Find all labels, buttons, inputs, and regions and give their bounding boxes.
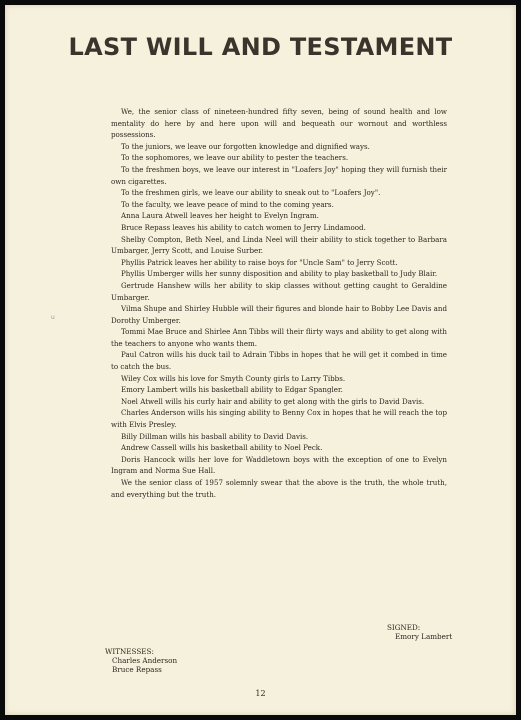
paragraph: Phyllis Umberger wills her sunny disposition and ability to play basketball to Judy Blair. bbox=[121, 269, 438, 279]
paragraph: Doris Hancock wills her love for Waddletown boys with the exception of one to Evelyn Ingram and Norma Sue Hall. bbox=[111, 454, 447, 476]
signature-block bbox=[387, 623, 452, 641]
witness-name: Charles Anderson bbox=[112, 656, 178, 665]
paragraph: We the senior class of 1957 solemnly swear that the above is the truth, the whole truth, and everything but the truth. bbox=[111, 478, 447, 499]
paragraph: To the sophomores, we leave our ability to pester the teachers. bbox=[121, 153, 349, 163]
paragraph: To the juniors, we leave our forgotten knowledge and dignified ways. bbox=[121, 141, 370, 151]
paragraph: We, the senior class of nineteen-hundred fifty seven, being of sound health and low mentality do here by and here upon will and bequeath our wornout and worthless possessions. bbox=[111, 107, 447, 140]
document-page bbox=[5, 5, 516, 715]
witnesses-block bbox=[105, 647, 177, 674]
paragraph: To the freshmen boys, we leave our interest in "Loafers Joy" hoping they will furnish their own cigarettes. bbox=[111, 164, 447, 186]
paragraph: Anna Laura Atwell leaves her height to Evelyn Ingram. bbox=[121, 211, 319, 221]
page-number: 12 bbox=[255, 689, 266, 698]
paragraph: Andrew Cassell wills his basketball ability to Noel Peck. bbox=[121, 443, 323, 453]
paragraph: Gertrude Hanshew wills her ability to skip classes without getting caught to Geraldine Umbarger. bbox=[111, 280, 447, 302]
paragraph: Charles Anderson wills his singing ability to Benny Cox in hopes that he will reach the top with Elvis Presley. bbox=[111, 408, 447, 430]
paragraph: Noel Atwell wills his curly hair and ability to get along with the girls to David Davis. bbox=[121, 396, 425, 406]
paragraph: Phyllis Patrick leaves her ability to raise boys for "Uncle Sam" to Jerry Scott. bbox=[121, 257, 398, 267]
paragraph: To the faculty, we leave peace of mind to the coming years. bbox=[121, 199, 334, 209]
paragraph: Bruce Repass leaves his ability to catch women to Jerry Lindamood. bbox=[121, 222, 366, 232]
paragraph: Emory Lambert wills his basketball ability to Edgar Spangler. bbox=[121, 385, 343, 395]
will-text bbox=[111, 106, 447, 500]
signer-name: Emory Lambert bbox=[395, 632, 453, 641]
paragraph: To the freshmen girls, we leave our ability to sneak out to "Loafers Joy". bbox=[121, 188, 381, 198]
paragraph: Billy Dillman wills his basball ability to David Davis. bbox=[121, 431, 309, 441]
margin-mark: u bbox=[51, 314, 55, 321]
paragraph: Paul Catron wills his duck tail to Adrain Tibbs in hopes that he will get it combed in time to catch the bus. bbox=[111, 350, 447, 372]
signed-label: SIGNED: bbox=[387, 623, 421, 632]
witnesses-label: WITNESSES: bbox=[105, 647, 154, 656]
paragraph: Shelby Compton, Beth Neel, and Linda Neel will their ability to stick together to Barbara Umbarger, Jerry Scott, and Louise Surber. bbox=[111, 234, 447, 256]
paragraph: Vilma Shupe and Shirley Hubble will their figures and blonde hair to Bobby Lee Davis and Dorothy Umberger. bbox=[111, 304, 447, 325]
paragraph: Wiley Cox wills his love for Smyth County girls to Larry Tibbs. bbox=[121, 373, 346, 383]
paragraph: Tommi Mae Bruce and Shirlee Ann Tibbs will their flirty ways and ability to get along with the teachers to anyone who wants them. bbox=[111, 327, 447, 348]
page-title: LAST WILL AND TESTAMENT bbox=[68, 33, 453, 61]
witness-name: Bruce Repass bbox=[112, 665, 162, 674]
